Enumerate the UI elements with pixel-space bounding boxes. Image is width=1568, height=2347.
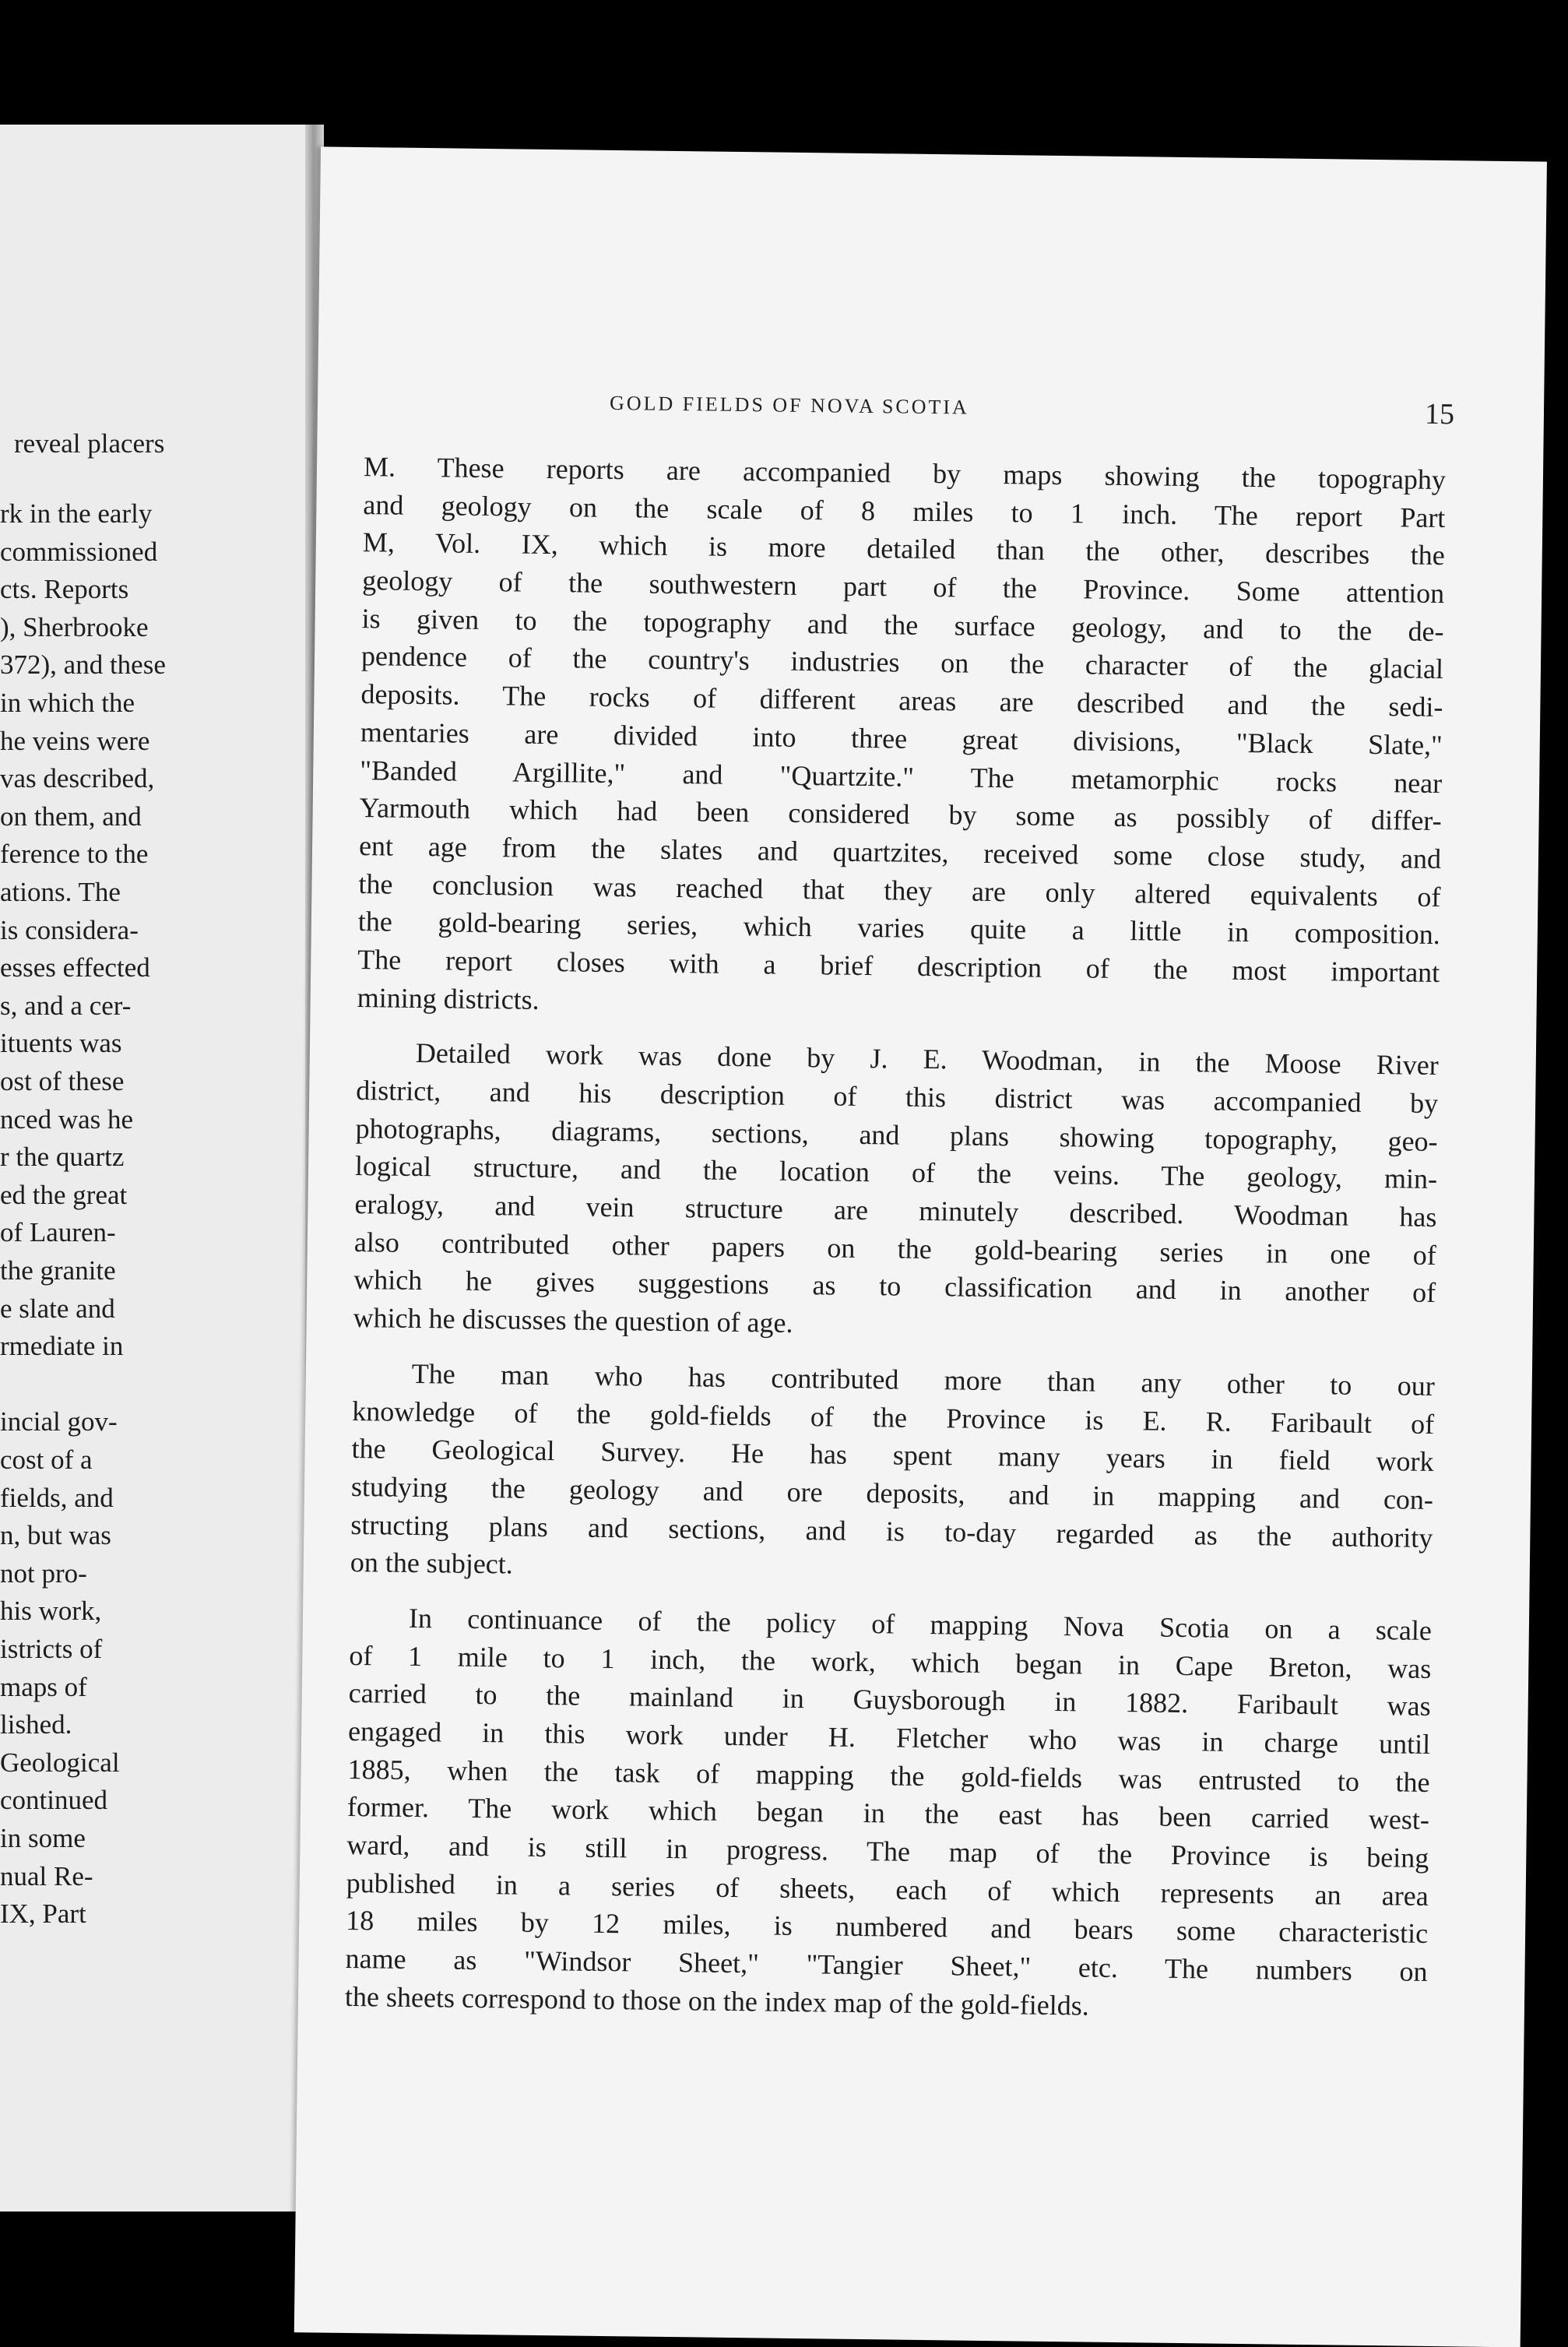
- previous-page-line: ost of these: [0, 1066, 125, 1096]
- text-line: of 1 mile to 1 inch, the work, which began in Cape Breton, was: [349, 1639, 1432, 1684]
- previous-page-line: ference to the: [0, 839, 149, 870]
- text-line: 1885, when the task of mapping the gold-fields was entrusted to the: [347, 1753, 1430, 1798]
- previous-page-line: Geological: [0, 1747, 120, 1778]
- previous-page-line: on them, and: [0, 801, 142, 832]
- previous-page-line: of Lauren-: [0, 1217, 116, 1248]
- previous-page-line: e slate and: [0, 1293, 115, 1324]
- text-line: M. These reports are accompanied by maps showing the topography: [363, 451, 1447, 496]
- text-line: the conclusion was reached that they are only altered equivalents of: [358, 867, 1441, 913]
- text-line: and geology on the scale of 8 miles to 1 inch. The report Part: [363, 488, 1446, 533]
- paragraph: [357, 448, 1446, 1029]
- text-line: studying the geology and ore deposits, and in mapping and con-: [350, 1470, 1434, 1515]
- previous-page-line: he veins were: [0, 725, 150, 756]
- text-line: engaged in this work under H. Fletcher who was in charge until: [347, 1715, 1431, 1760]
- previous-page-line: ations. The: [0, 877, 121, 907]
- previous-page-line: rk in the early: [0, 498, 153, 529]
- text-line: The man who has contributed more than any other to our: [411, 1357, 1435, 1402]
- text-line: Detailed work was done by J. E. Woodman, in the Moose River: [415, 1037, 1439, 1082]
- previous-page-line: cts. Reports: [0, 574, 129, 605]
- previous-page-line: 372), and these: [0, 649, 166, 681]
- text-line: photographs, diagrams, sections, and plans showing topography, geo-: [355, 1112, 1438, 1157]
- text-line: eralogy, and vein structure are minutely described. Woodman has: [354, 1188, 1437, 1233]
- previous-page-line: vas described,: [0, 763, 155, 794]
- book-page: [294, 146, 1547, 2347]
- text-line: which he gives suggestions as to classification and in another of: [353, 1264, 1436, 1309]
- text-line: 18 miles by 12 miles, is numbered and bears some characteristic: [345, 1905, 1429, 1950]
- previous-page-line: his work,: [0, 1596, 102, 1627]
- previous-page-header-fragment: reveal placers: [14, 428, 165, 459]
- previous-page-line: lished.: [0, 1709, 72, 1740]
- text-line: structing plans and sections, and is to-day regarded as the authority: [350, 1508, 1433, 1554]
- previous-page-line: s, and a cer-: [0, 990, 132, 1021]
- previous-page-fragment: [0, 125, 305, 2212]
- body-text: [345, 448, 1446, 2029]
- previous-page-line: fields, and: [0, 1482, 114, 1513]
- previous-page-line: r the quartz: [0, 1142, 125, 1173]
- text-line: The report closes with a brief description of the most important: [357, 943, 1440, 988]
- previous-page-line: ed the great: [0, 1179, 128, 1210]
- text-line: mentaries are divided into three great divisions, "Black Slate,": [360, 716, 1443, 761]
- previous-page-line: incial gov-: [0, 1406, 118, 1437]
- paragraph: [345, 1599, 1432, 2029]
- page-number: 15: [1424, 397, 1455, 431]
- previous-page-line: ), Sherbrooke: [0, 611, 149, 642]
- previous-page-line: esses effected: [0, 952, 150, 983]
- text-line: "Banded Argillite," and "Quartzite." The metamorphic rocks near: [360, 754, 1443, 799]
- text-line: geology of the southwestern part of the Province. Some attention: [362, 565, 1445, 610]
- previous-page-line: cost of a: [0, 1444, 93, 1475]
- previous-page-line: continued: [0, 1785, 108, 1816]
- text-line: published in a series of sheets, each of which represents an area: [346, 1867, 1429, 1912]
- previous-page-line: rmediate in: [0, 1331, 124, 1362]
- text-line: carried to the mainland in Guysborough in 1882. Faribault was: [348, 1677, 1431, 1722]
- text-line: In continuance of the policy of mapping Nova Scotia on a scale: [408, 1602, 1433, 1646]
- text-line: also contributed other papers on the gold-bearing series in one of: [353, 1226, 1437, 1271]
- text-line: M, Vol. IX, which is more detailed than the other, describes the: [362, 526, 1445, 572]
- text-line: deposits. The rocks of different areas are described and the sedi-: [360, 678, 1443, 723]
- text-line: district, and his description of this district was accompanied by: [356, 1075, 1439, 1120]
- previous-page-line: in which the: [0, 688, 135, 718]
- text-line: which he discusses the question of age.: [353, 1302, 793, 1339]
- text-line: ward, and is still in progress. The map of the Province is being: [346, 1829, 1429, 1874]
- previous-page-line: not pro-: [0, 1557, 87, 1589]
- previous-page-line: nual Re-: [0, 1860, 93, 1891]
- previous-page-line: commissioned: [0, 536, 158, 567]
- text-line: name as "Windsor Sheet," "Tangier Sheet," etc. The numbers on: [345, 1943, 1428, 1988]
- previous-page-line: n, but was: [0, 1520, 111, 1551]
- text-line: mining districts.: [357, 981, 540, 1015]
- text-line: the sheets correspond to those on the index map of the gold-fields.: [344, 1980, 1089, 2022]
- text-line: is given to the topography and the surface geology, and to the de-: [361, 602, 1444, 647]
- previous-page-line: the granite: [0, 1255, 116, 1286]
- paragraph: [353, 1033, 1439, 1349]
- previous-page-line: is considera-: [0, 914, 139, 945]
- text-line: pendence of the country's industries on the character of the glacial: [360, 640, 1444, 685]
- text-line: ent age from the slates and quartzites, received some close study, and: [358, 829, 1442, 874]
- text-line: on the subject.: [350, 1546, 514, 1580]
- running-head: GOLD FIELDS OF NOVA SCOTIA: [609, 391, 969, 419]
- text-line: the gold-bearing series, which varies quite a little in composition.: [357, 906, 1441, 951]
- paragraph: [350, 1354, 1435, 1595]
- text-line: Yarmouth which had been considered by some as possibly of differ-: [359, 792, 1442, 837]
- previous-page-line: ituents was: [0, 1028, 122, 1059]
- text-line: the Geological Survey. He has spent many years in field work: [351, 1433, 1434, 1478]
- page-header: [318, 388, 1544, 442]
- previous-page-line: IX, Part: [0, 1898, 86, 1930]
- previous-page-line: maps of: [0, 1671, 87, 1702]
- text-line: former. The work which began in the east has been carried west-: [346, 1791, 1430, 1836]
- text-line: knowledge of the gold-fields of the Province is E. R. Faribault of: [351, 1395, 1435, 1440]
- previous-page-line: istricts of: [0, 1634, 103, 1664]
- text-line: logical structure, and the location of the veins. The geology, min-: [354, 1150, 1438, 1195]
- previous-page-line: nced was he: [0, 1103, 134, 1135]
- previous-page-line: in some: [0, 1823, 86, 1853]
